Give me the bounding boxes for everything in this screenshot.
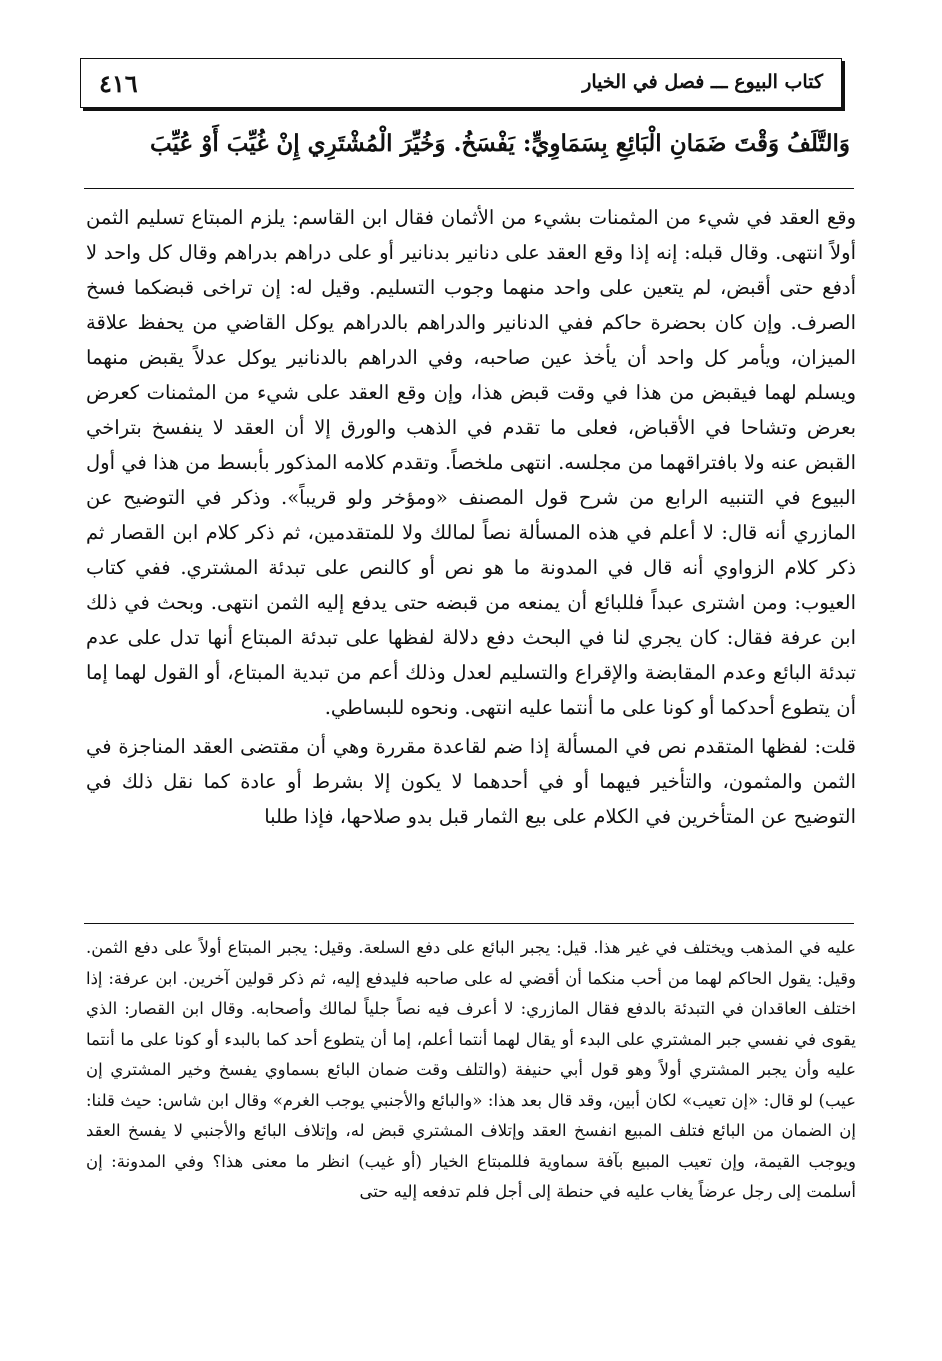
matn-divider: [84, 188, 854, 189]
footnote-text: [86, 933, 856, 1208]
running-header: [80, 58, 842, 108]
matn-text: وَالتَّلَفُ وَقْتَ ضَمَانِ الْبَائِعِ بِسَمَاوِيٍّ: يَفْسَخُ. وَخُيِّرَ الْمُشْتَرِي إِنْ غُيِّبَ أَوْ عُيِّبَ: [150, 130, 850, 157]
footnote-divider: [84, 923, 854, 924]
footnote-paragraph: عليه في المذهب ويختلف في غير هذا. قيل: يجبر البائع على دفع السلعة. وقيل: يجبر المبتاع أولاً على دفع الثمن. وقيل: يقول الحاكم لهما من أحب منكما أن أقضي له على صاحبه فليدفع إليه، ثم ذكر قولين آخرين. ابن عرفة: إذا اختلف العاقدان في التبدئة بالدفع فقال المازري: لا أعرف فيه نصاً جلياً لمالك وأصحابه. وقال ابن القصار: الذي يقوى في نفسي جبر المشتري على البدء أو يقال لهما أنتما أعلم، إما أن يتطوع أحد كما بالبدء أو كونا على ما أنتما عليه وأن يجبر المشتري أولاً وهو قول أبي حنيفة (والتلف وقت ضمان البائع بسماوي يفسخ وخير المشتري إن عيب) لو قال: «إن تعيب» لكان أبين، وقد قال بعد هذا: «والبائع والأجنبي يوجب الغرم» وقال ابن شاس: حيث قلنا: إن الضمان من البائع فتلف المبيع انفسخ العقد وإتلاف المشتري قبض له، وإتلاف البائع والأجنبي لا يفسخ العقد ويوجب القيمة، وإن تعيب المبيع بآفة سماوية فللمبتاع الخيار (أو غيب) انظر ما معنى هذا؟ وفي المدونة: إن أسلمت إلى رجل عرضاً يغاب عليه في حنطة إلى أجل فلم تدفعه إليه حتى: [86, 938, 856, 1201]
commentary-paragraph-2: قلت: لفظها المتقدم نص في المسألة إذا ضم لقاعدة مقررة وهي أن مقتضى العقد المناجزة في الثمن والمثمون، والتأخير فيهما أو في أحدهما لا يكون إلا بشرط أو عادة كما نقل ذلك في التوضيح عن المتأخرين في الكلام على بيع الثمار قبل بدو صلاحها، فإذا طلبا: [86, 735, 856, 828]
commentary-paragraph-1: وقع العقد في شيء من المثمنات بشيء من الأثمان فقال ابن القاسم: يلزم المبتاع تسليم الثمن أولاً انتهى. وقال قبله: إنه إذا وقع العقد على دنانير بدنانير أو على دراهم بدراهم وقال كل واحد لا أدفع حتى أقبض، لم يتعين على واحد منهما وجوب التسليم. وقيل له: إن تراخى قبضكما فسخ الصرف. وإن كان بحضرة حاكم ففي الدنانير والدراهم بالدراهم يوكل القاضي من يحفظ علاقة الميزان، ويأمر كل واحد أن يأخذ عين صاحبه، وفي الدراهم بالدنانير يوكل عدلاً يقبض منهما ويسلم لهما فيقبض من هذا في وقت قبض هذا، وإن وقع العقد على شيء من المثمنات كعرض بعرض وتشاحا في الأقباض، فعلى ما تقدم في الذهب والورق إلا أن العقد لا ينفسخ بتراخي القبض عنه ولا بافتراقهما من مجلسه. انتهى ملخصاً. وتقدم كلامه المذكور بأبسط من هذا في أول البيوع في التنبيه الرابع من شرح قول المصنف «ومؤخر ولو قريباً». وذكر في التوضيح عن المازري أنه قال: لا أعلم في هذه المسألة نصاً لمالك ولا للمتقدمين، ثم ذكر كلام ابن القصار ثم ذكر كلام الزواوي أنه قال في المدونة ما هو نص أو كالنص على تبدئة المشتري. ففي كتاب العيوب: ومن اشترى عبداً فللبائع أن يمنعه من قبضه حتى يدفع إليه الثمن انتهى. وبحث في ذلك ابن عرفة فقال: كان يجري لنا في البحث دفع دلالة لفظها على تبدئة المبتاع أنها تدل على عدم تبدئة البائع وعدم المقابضة والإقراع والتسليم لعدل وذلك أعم من تبدية المبتاع، أو القول لهما إما أن يتطوع أحدكما أو كونا على ما أنتما عليه انتهى. ونحوه للبساطي.: [86, 206, 856, 719]
page-number: ٤١٦: [99, 69, 138, 98]
commentary-text: [86, 200, 856, 834]
chapter-title: كتاب البيوع ـــ فصل في الخيار: [582, 71, 823, 93]
